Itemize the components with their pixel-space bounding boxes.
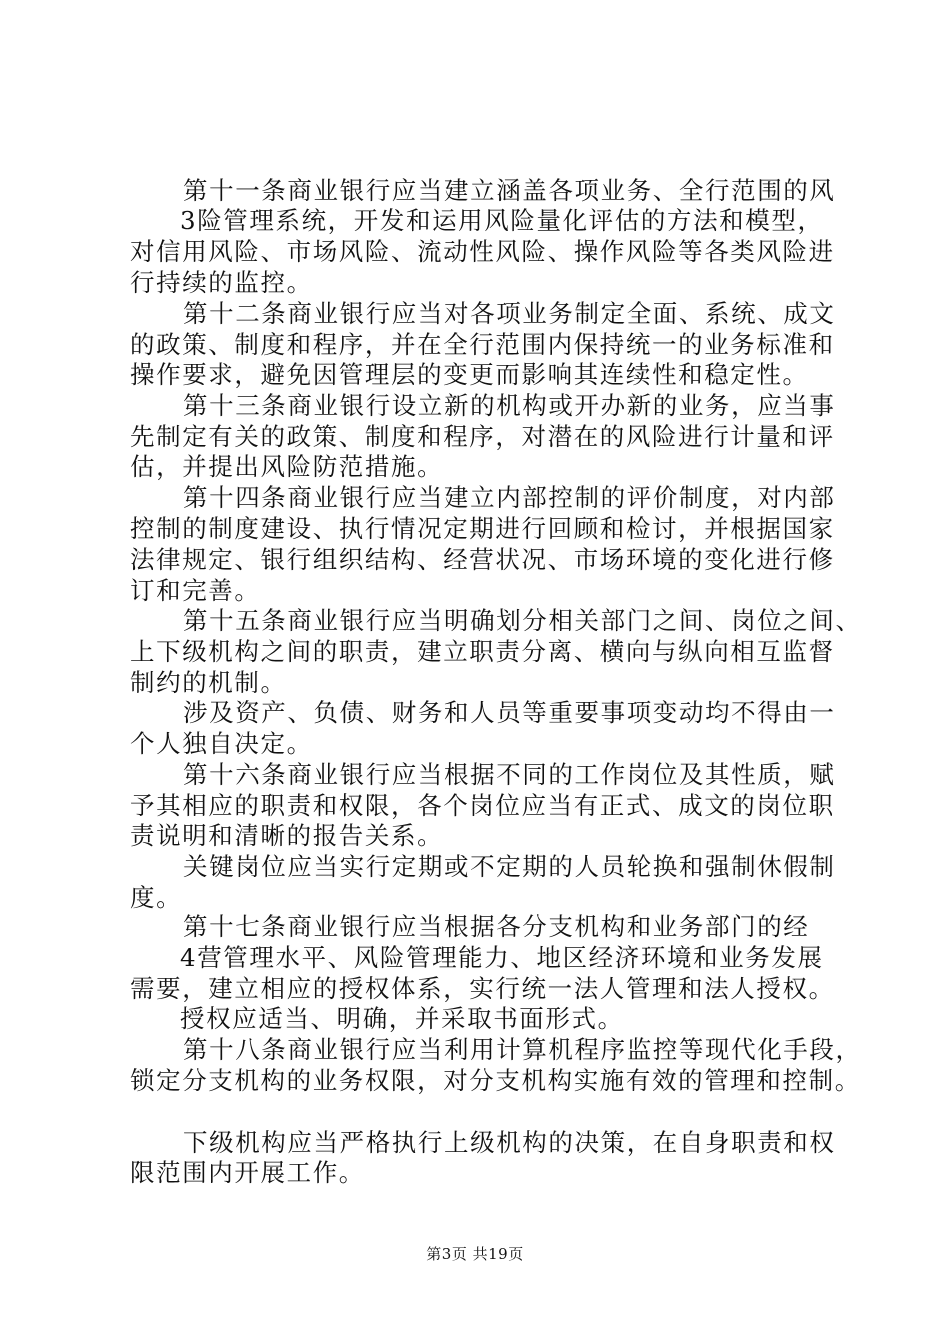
text-line: 第十七条商业银行应当根据各分支机构和业务部门的经 xyxy=(183,912,810,941)
text-line: 锁定分支机构的业务权限，对分支机构实施有效的管理和控制。 xyxy=(130,1066,861,1095)
text-line: 先制定有关的政策、制度和程序，对潜在的风险进行计量和评 xyxy=(130,422,835,451)
text-line: 下级机构应当严格执行上级机构的决策，在自身职责和权 xyxy=(183,1128,836,1157)
text-line: 对信用风险、市场风险、流动性风险、操作风险等各类风险进 xyxy=(130,237,835,266)
text-line: 涉及资产、负债、财务和人员等重要事项变动均不得由一 xyxy=(183,698,836,727)
text-line: 第十一条商业银行应当建立涵盖各项业务、全行范围的风 xyxy=(183,176,836,205)
text-line: 度。 xyxy=(130,883,183,912)
text-line: 第十二条商业银行应当对各项业务制定全面、系统、成文 xyxy=(183,299,836,328)
text-line: 第十六条商业银行应当根据不同的工作岗位及其性质，赋 xyxy=(183,760,836,789)
text-line: 第十八条商业银行应当利用计算机程序监控等现代化手段， xyxy=(183,1035,862,1064)
text-line: 个人独自决定。 xyxy=(130,729,313,758)
text-line: 控制的制度建设、执行情况定期进行回顾和检讨，并根据国家 xyxy=(130,514,835,543)
text-line: 4营管理水平、风险管理能力、地区经济环境和业务发展 xyxy=(180,943,824,972)
text-line: 操作要求，避免因管理层的变更而影响其连续性和稳定性。 xyxy=(130,360,809,389)
page-number-footer: 第3页 共19页 xyxy=(426,1245,524,1263)
text-line: 责说明和清晰的报告关系。 xyxy=(130,821,444,850)
text-line: 需要，建立相应的授权体系，实行统一法人管理和法人授权。 xyxy=(130,974,835,1003)
text-line: 法律规定、银行组织结构、经营状况、市场环境的变化进行修 xyxy=(130,545,835,574)
text-line: 关键岗位应当实行定期或不定期的人员轮换和强制休假制 xyxy=(183,852,836,881)
text-line: 制约的机制。 xyxy=(130,668,287,697)
text-line: 上下级机构之间的职责，建立职责分离、横向与纵向相互监督 xyxy=(130,637,835,666)
text-line: 订和完善。 xyxy=(130,576,261,605)
text-line: 予其相应的职责和权限，各个岗位应当有正式、成文的岗位职 xyxy=(130,791,835,820)
text-line: 3险管理系统，开发和运用风险量化评估的方法和模型， xyxy=(180,206,824,235)
text-line: 授权应适当、明确，并采取书面形式。 xyxy=(180,1004,624,1033)
text-line: 的政策、制度和程序，并在全行范围内保持统一的业务标准和 xyxy=(130,330,835,359)
text-line: 行持续的监控。 xyxy=(130,268,313,297)
text-line: 第十五条商业银行应当明确划分相关部门之间、岗位之间、 xyxy=(183,606,862,635)
text-line: 第十四条商业银行应当建立内部控制的评价制度，对内部 xyxy=(183,483,836,512)
text-line: 估，并提出风险防范措施。 xyxy=(130,452,444,481)
text-line: 第十三条商业银行设立新的机构或开办新的业务，应当事 xyxy=(183,391,836,420)
text-line: 限范围内开展工作。 xyxy=(130,1158,365,1187)
